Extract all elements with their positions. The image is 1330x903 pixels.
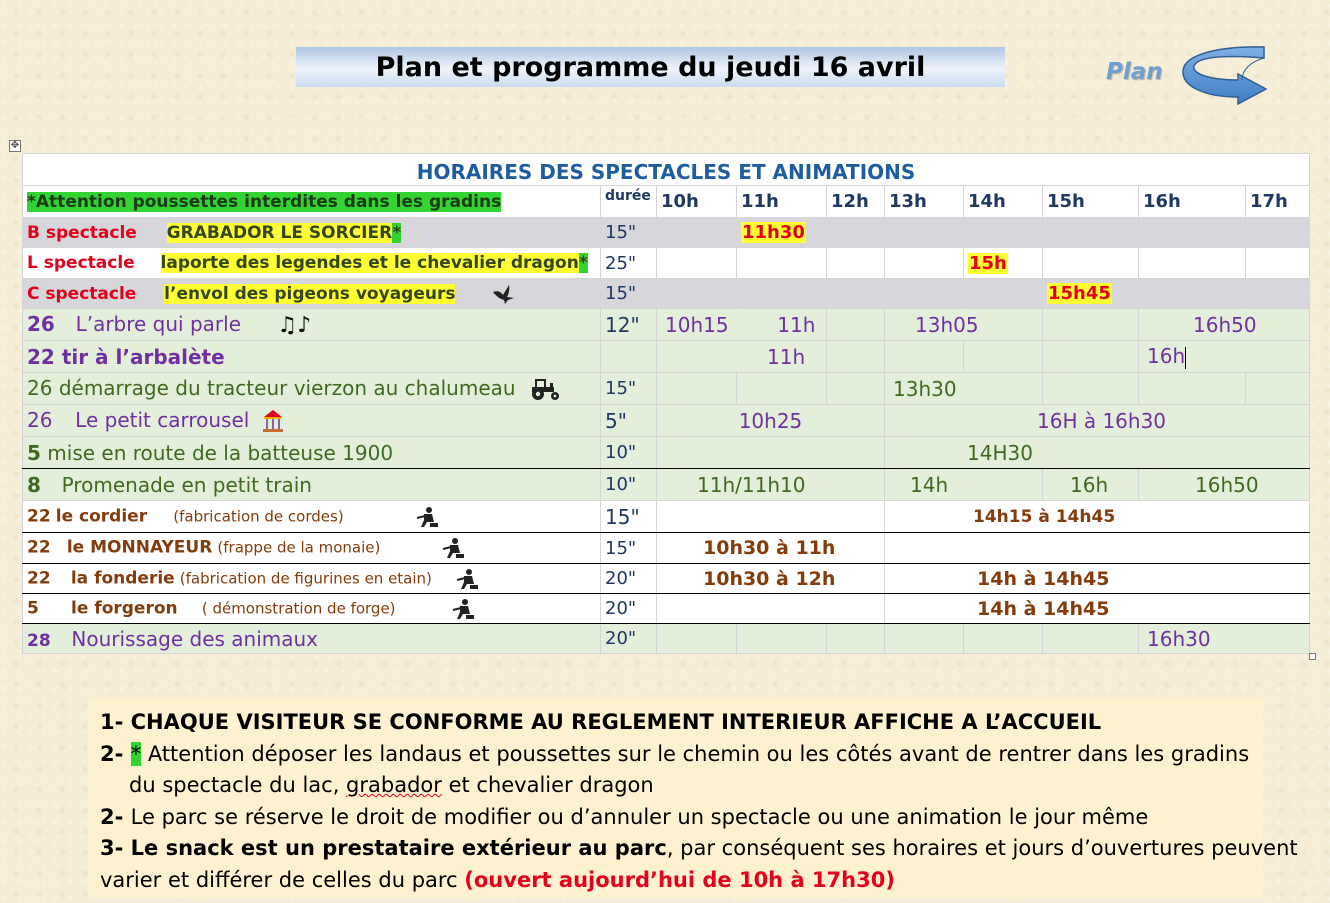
table-row	[23, 218, 1310, 248]
time-value: 10h25	[738, 408, 803, 433]
table-header-row	[23, 186, 1310, 218]
activity-cell	[23, 469, 601, 501]
activity-number: 22	[27, 568, 51, 588]
time-value: 15h	[969, 252, 1007, 274]
time-value: 14h15 à 14h45	[973, 506, 1116, 527]
table-row	[23, 469, 1310, 501]
table-resize-handle[interactable]	[1309, 653, 1316, 660]
text-cursor	[1185, 347, 1186, 369]
notes-panel	[88, 698, 1298, 898]
activity-number: 5	[27, 598, 39, 618]
music-notes-icon: ♫♪	[277, 312, 312, 338]
activity-name: tir à l’arbalète	[61, 344, 225, 369]
note-4-continued	[100, 865, 1251, 897]
activity-number: 22	[27, 537, 51, 558]
craftsman-icon	[415, 506, 439, 528]
activity-cell	[23, 279, 601, 309]
duration-cell: 15"	[601, 533, 657, 564]
duration-cell: 10"	[601, 469, 657, 501]
table-title-row	[23, 154, 1310, 186]
time-value: 16h	[1147, 344, 1186, 369]
note-star: *	[130, 741, 142, 766]
activity-cell	[23, 624, 601, 654]
activity-name: le forgeron	[71, 598, 178, 618]
duration-cell	[601, 341, 657, 373]
note-text: varier et différer de celles du parc	[100, 867, 465, 892]
activity-prefix: B spectacle	[27, 222, 137, 243]
time-value: 14h à 14h45	[977, 567, 1110, 590]
time-value: 10h15	[665, 312, 729, 337]
activity-number: 26	[27, 311, 55, 336]
duration-header: durée	[601, 186, 657, 218]
plan-link[interactable]: Plan	[1106, 59, 1163, 85]
activity-number: 5	[27, 440, 41, 465]
time-value: 16h50	[1193, 312, 1257, 337]
activity-cell	[23, 405, 601, 437]
table-row	[23, 405, 1310, 437]
activity-number: 8	[27, 472, 41, 497]
activity-star: *	[392, 222, 402, 243]
hour-header: 17h	[1246, 186, 1310, 218]
activity-name: mise en route de la batteuse 1900	[47, 440, 394, 465]
activity-name: Promenade en petit train	[61, 472, 312, 497]
activity-number: 28	[27, 630, 51, 651]
note-bold-text: 3- Le snack est un prestataire extérieur au parc	[100, 836, 667, 860]
activity-cell	[23, 564, 601, 594]
note-text: Le parc se réserve le droit de modifier ou d’annuler un spectacle ou une animation le jour même	[130, 804, 1149, 829]
activity-cell	[23, 341, 601, 373]
warning-text: *Attention poussettes interdites dans les gradins	[27, 192, 502, 212]
table-row	[23, 248, 1310, 279]
note-2-continued	[100, 770, 1251, 802]
activity-cell	[23, 533, 601, 564]
hour-header: 14h	[964, 186, 1043, 218]
time-value: 10h30 à 12h	[703, 567, 836, 590]
note-number: 2-	[100, 741, 131, 766]
table-row	[23, 437, 1310, 469]
duration-cell: 15"	[601, 279, 657, 309]
table-row	[23, 624, 1310, 654]
activity-name: démarrage du tracteur vierzon au chalumeau	[58, 375, 516, 400]
time-value: 11h/11h10	[697, 472, 806, 497]
hour-header: 16h	[1139, 186, 1246, 218]
note-1: 1- CHAQUE VISITEUR SE CONFORME AU REGLEMENT INTERIEUR AFFICHE A L’ACCUEIL	[100, 710, 1102, 734]
time-value: 16h	[1070, 472, 1109, 497]
activity-name: l’envol des pigeons voyageurs	[164, 283, 456, 304]
activity-cell	[23, 248, 601, 279]
time-value: 11h	[777, 312, 816, 337]
table-row	[23, 309, 1310, 341]
duration-cell: 20"	[601, 564, 657, 594]
craftsman-icon	[455, 568, 479, 590]
time-value: 10h30 à 11h	[703, 537, 836, 559]
craftsman-icon	[451, 598, 475, 620]
activity-number: 26	[27, 407, 53, 432]
snack-hours: (ouvert aujourd’hui de 10h à 17h30)	[464, 867, 895, 892]
hour-header: 10h	[657, 186, 737, 218]
note-text: Attention déposer les landaus et poussettes sur le chemin ou les côtés avant de rentrer dans les gradins	[141, 741, 1250, 766]
page-title: Plan et programme du jeudi 16 avril	[296, 47, 1005, 87]
activity-name: GRABADOR LE SORCIER	[166, 222, 393, 243]
activity-cell	[23, 373, 601, 405]
dove-icon	[491, 283, 517, 305]
activity-cell	[23, 437, 601, 469]
table-row	[23, 594, 1310, 624]
table-row	[23, 533, 1310, 564]
time-value: 14H30	[967, 440, 1033, 465]
duration-cell: 5"	[601, 405, 657, 437]
activity-cell	[23, 218, 601, 248]
table-row	[23, 501, 1310, 533]
activity-cell	[23, 501, 601, 533]
note-3	[100, 802, 1251, 834]
time-value: 13h30	[893, 376, 957, 401]
time-value: 14h	[910, 472, 949, 497]
activity-cell	[23, 594, 601, 624]
activity-name: laporte des legendes et le chevalier dragon	[160, 253, 579, 273]
activity-prefix: C spectacle	[27, 283, 137, 304]
activity-name: Nourissage des animaux	[71, 626, 319, 651]
table-row	[23, 564, 1310, 594]
duration-cell: 15"	[601, 218, 657, 248]
schedule-table	[22, 153, 1310, 654]
note-2	[100, 739, 1251, 771]
duration-cell: 20"	[601, 624, 657, 654]
activity-name: le cordier	[55, 506, 148, 526]
time-value: 11h30	[742, 222, 805, 243]
activity-name: le MONNAYEUR	[66, 537, 213, 558]
time-value: 16h30	[1147, 626, 1211, 651]
warning-cell	[23, 186, 601, 218]
craftsman-icon	[441, 537, 465, 559]
table-move-handle[interactable]: ✥	[10, 140, 20, 151]
tractor-icon	[528, 377, 562, 401]
duration-cell: 12"	[601, 309, 657, 341]
time-value: 16h50	[1195, 472, 1259, 497]
table-title: HORAIRES DES SPECTACLES ET ANIMATIONS	[23, 154, 1310, 186]
activity-cell	[23, 309, 601, 341]
activity-number: 22	[27, 506, 51, 526]
table-row	[23, 373, 1310, 405]
carousel-icon	[262, 409, 284, 433]
time-value: 16H à 16h30	[1037, 408, 1167, 433]
activity-detail: (fabrication de cordes)	[173, 507, 344, 525]
activity-number: 26	[27, 375, 53, 400]
duration-cell: 15"	[601, 501, 657, 533]
note-4	[100, 833, 1298, 865]
hour-header: 15h	[1043, 186, 1139, 218]
hour-header: 12h	[827, 186, 885, 218]
note-text: , par conséquent ses horaires et jours d’ouvertures peuvent	[666, 836, 1298, 860]
activity-detail: (fabrication de figurines en etain)	[179, 569, 432, 587]
activity-name: Le petit carrousel	[75, 407, 250, 432]
hour-header: 13h	[885, 186, 964, 218]
hour-header: 11h	[737, 186, 827, 218]
note-text: du spectacle du lac,	[129, 773, 347, 797]
duration-cell: 15"	[601, 373, 657, 405]
activity-prefix: L spectacle	[27, 253, 135, 273]
table-row	[23, 341, 1310, 373]
note-text-misspelled: grabador	[346, 773, 442, 797]
time-value: 13h05	[915, 312, 979, 337]
time-value: 14h à 14h45	[977, 597, 1110, 620]
time-value: 15h45	[1048, 283, 1111, 304]
activity-detail: (frappe de la monaie)	[217, 538, 381, 557]
activity-detail: ( démonstration de forge)	[201, 599, 396, 617]
activity-star: *	[578, 253, 588, 273]
activity-name: L’arbre qui parle	[75, 311, 242, 336]
activity-number: 22	[27, 344, 55, 369]
time-value: 11h	[767, 344, 806, 369]
table-row	[23, 279, 1310, 309]
note-text: et chevalier dragon	[441, 773, 654, 797]
duration-cell: 20"	[601, 594, 657, 624]
activity-name: la fonderie	[70, 568, 175, 588]
note-number: 2-	[100, 804, 131, 829]
curved-arrow-icon[interactable]	[1180, 44, 1270, 106]
duration-cell: 10"	[601, 437, 657, 469]
duration-cell: 25"	[601, 248, 657, 279]
